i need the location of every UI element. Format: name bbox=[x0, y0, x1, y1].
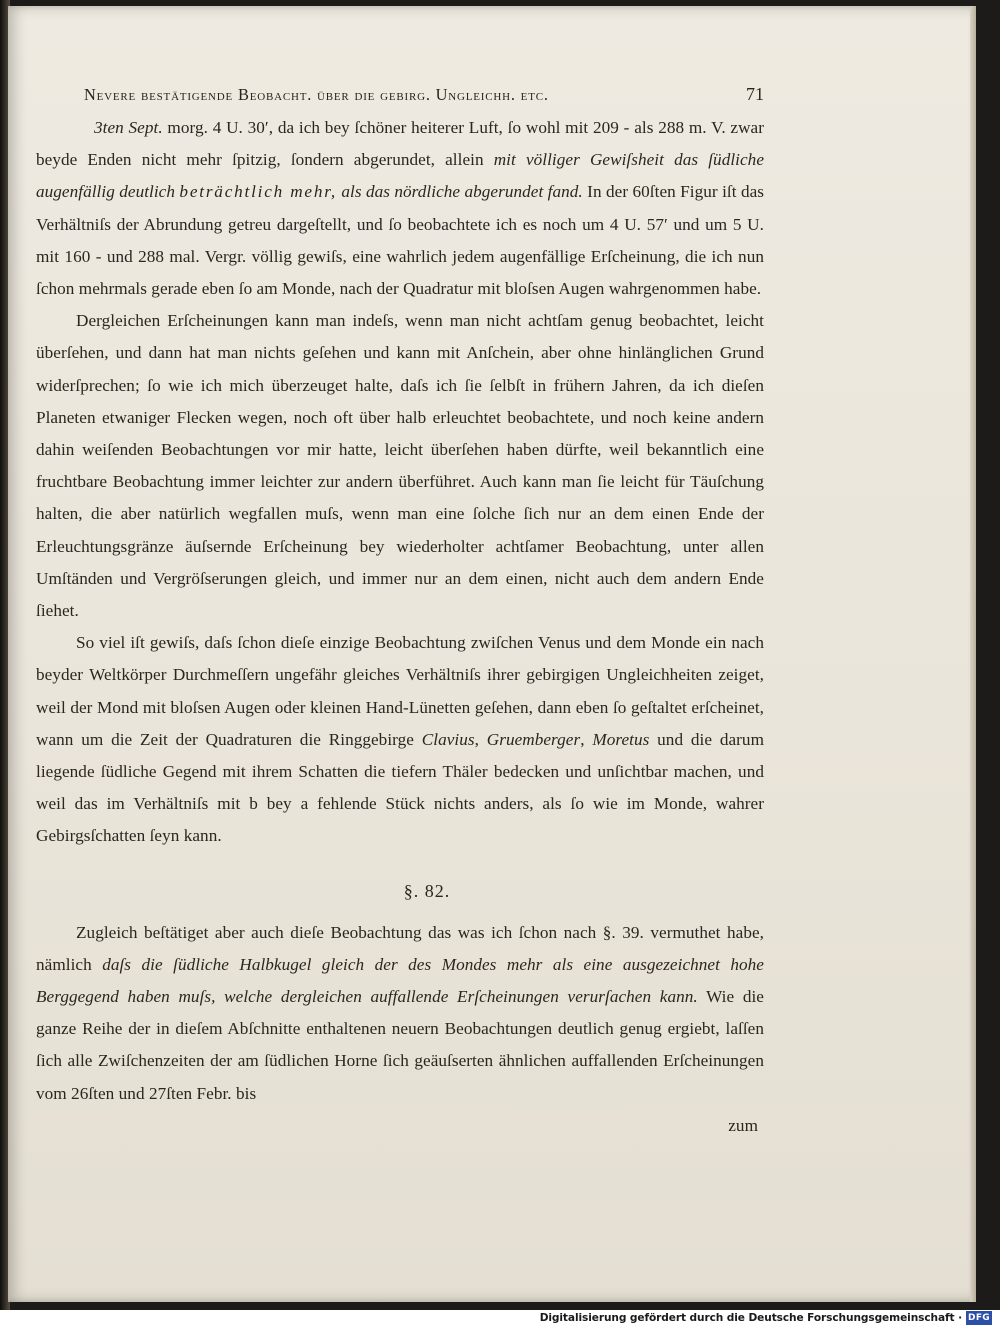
italic-emphasis: beträchtlich mehr, bbox=[179, 182, 337, 202]
paragraph-4 bbox=[36, 917, 764, 1110]
italic-emphasis: mit völliger Gewiſsheit das ſüdliche augenfällig deutlich bbox=[36, 150, 764, 202]
text-run: , bbox=[580, 729, 593, 749]
funding-credit: Digitalisierung gefördert durch die Deutsche Forschungsgemeinschaft · bbox=[539, 1312, 962, 1324]
text-run: und die darum liegende ſüdliche Gegend mit ihrem Schatten die tiefern Thäler bedecken und unſichtbar machen, und weil das im Verhältniſs mit b bey a fehlende Stück nichts anders, als ſo wie im Monde, wahrer Gebirgsſchatten ſeyn kann. bbox=[36, 729, 764, 846]
running-head bbox=[84, 76, 764, 112]
text-run: Wie die ganze Reihe der in dieſem Abſchnitte enthaltenen neuern Beobachtungen deutlich genug ergiebt, laſſen ſich alle Zwiſchenzeiten der am ſüdlichen Horne ſich geäuſserten ähnlichen auffallenden Erſcheinungen vom 26ſten und 27ſten Febr. bis bbox=[36, 987, 764, 1103]
catchword: zum bbox=[728, 1115, 758, 1135]
italic-emphasis: als das nördliche abgerundet fand. bbox=[336, 182, 583, 202]
italic-emphasis: Moretus bbox=[592, 729, 650, 749]
page-edge bbox=[970, 6, 976, 1302]
text-run: Zugleich beſtätiget aber auch dieſe Beobachtung das was ich ſchon nach §. 39. vermuthet habe, nämlich bbox=[36, 922, 764, 974]
text-run: So viel iſt gewiſs, daſs ſchon dieſe einzige Beobachtung zwiſchen Venus und dem Monde ein nach beyder Weltkörper Durchmeſſern ungefähr gleiches Verhältniſs ihrer gebirgigen Ungleichheiten zeiget, weil der Mond mit bloſsen Augen oder kleinen Hand-Lünetten geſehen, dann eben ſo geſtaltet erſcheinet, wann um die Zeit der Quadraturen die Ringgebirge bbox=[36, 633, 764, 749]
paragraph-2 bbox=[36, 305, 764, 627]
text-run: In der 60ſten Figur iſt das Verhältniſs der Abrundung getreu dargeſtellt, und ſo beobachtete ich es noch um 4 U. 57′ und um 5 U. mit 160 - und 288 mal. Vergr. völlig gewiſs, eine wahrlich jedem augenfällige Erſcheinung, die ich nun ſchon mehrmals gerade eben ſo am Monde, nach der Quadratur mit bloſsen Augen wahrgenommen habe. bbox=[36, 182, 765, 299]
dfg-logo: DFG bbox=[966, 1311, 992, 1325]
text-block bbox=[36, 76, 764, 1142]
paragraph-3 bbox=[36, 627, 764, 852]
italic-emphasis: 3ten Sept. bbox=[94, 118, 163, 137]
paragraph-1 bbox=[36, 112, 764, 305]
text-run: morg. 4 U. 30′, da ich bey ſchöner heiterer Luft, ſo wohl mit 209 - als 288 m. V. zwar beyde Enden nicht mehr ſpitzig, ſondern abgerundet, allein bbox=[36, 118, 764, 170]
section-heading: §. 82. bbox=[403, 880, 451, 901]
running-head-title: Nevere bestätigende Beobacht. über die gebirg. Ungleichh. etc. bbox=[84, 85, 549, 104]
page-number: 71 bbox=[746, 84, 764, 104]
italic-emphasis: Gruemberger bbox=[486, 729, 581, 749]
text-run: Dergleichen Erſcheinungen kann man indeſs, wenn man nicht achtſam genug beobachtet, leicht überſehen, und dann hat man nichts geſehen und kann mit Anſchein, aber ohne hinlänglichen Grund widerſprechen; ſo wie ich mich überzeuget halte, daſs ich ſie ſelbſt in frühern Jahren, da ich dieſen Planeten etwaniger Flecken wegen, noch oft über halb erleuchtet beobachtete, und noch keine andern dahin weiſenden Beobachtungen vor mir hatte, leicht überſehen haben dürfte, weil bekanntlich eine fruchtbare Beobachtung immer leichter zur andern überführet. Auch kann man ſie leicht für Täuſchung halten, die aber natürlich wegfallen muſs, wenn man eine ſolche ſich nur an dem einen Ende der Erleuchtungsgränze äuſsernde Erſcheinung bey wiederholter achtſamer Beobachtung, unter allen Umſtänden und Vergröſserungen gleich, und immer nur an dem einen, nicht auch dem andern Ende ſiehet. bbox=[36, 311, 764, 621]
text-run: , bbox=[474, 729, 487, 749]
book-page bbox=[8, 6, 976, 1302]
italic-emphasis: Clavius bbox=[421, 729, 475, 749]
italic-emphasis: daſs die ſüdliche Halbkugel gleich der des Mondes mehr als eine ausgezeichnet hohe Berggegend haben muſs, welche dergleichen auffallende Erſcheinungen verurſachen kann. bbox=[36, 954, 764, 1007]
